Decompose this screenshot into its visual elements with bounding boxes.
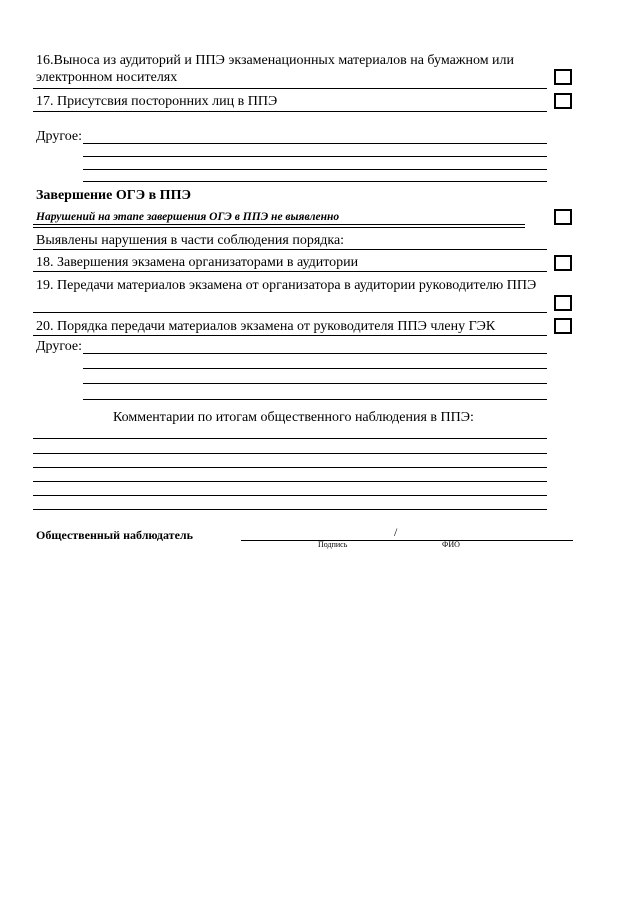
- found-violations-underline: [33, 249, 547, 250]
- item-16-checkbox[interactable]: [554, 69, 572, 85]
- item-20-text: 20. Порядка передачи материалов экзамена от руководителя ППЭ члену ГЭК: [36, 319, 496, 334]
- comments-line-1[interactable]: [33, 438, 547, 439]
- comments-line-6[interactable]: [33, 509, 547, 510]
- item-19-text: 19. Передачи материалов экзамена от организатора в аудитории руководителю ППЭ: [36, 278, 537, 293]
- item-16-text: 16.Выноса из аудиторий и ППЭ экзаменационных материалов на бумажном или электронном носителях: [36, 53, 515, 85]
- no-violations-underline-2: [33, 227, 525, 228]
- other-1-line-1[interactable]: [83, 143, 547, 144]
- comments-line-5[interactable]: [33, 495, 547, 496]
- item-17-underline: [33, 111, 547, 112]
- comments-line-4[interactable]: [33, 481, 547, 482]
- item-17-text: 17. Присутсвия посторонних лиц в ППЭ: [36, 94, 278, 109]
- item-19-checkbox[interactable]: [554, 295, 572, 311]
- item-19-underline: [33, 312, 547, 313]
- other-2-line-2[interactable]: [83, 368, 547, 369]
- item-20-checkbox[interactable]: [554, 318, 572, 334]
- item-18-underline: [33, 271, 547, 272]
- item-18-text: 18. Завершения экзамена организаторами в аудитории: [36, 255, 359, 270]
- section-title: Завершение ОГЭ в ППЭ: [36, 188, 191, 203]
- other-1-line-4[interactable]: [83, 181, 547, 182]
- signature-line[interactable]: [241, 540, 573, 541]
- no-violations-checkbox[interactable]: [554, 209, 572, 225]
- other-2-line-3[interactable]: [83, 383, 547, 384]
- signature-caption: Подпись: [318, 540, 348, 549]
- other-1-line-3[interactable]: [83, 169, 547, 170]
- no-violations-underline-1: [33, 224, 525, 225]
- item-17-checkbox[interactable]: [554, 93, 572, 109]
- other-2-line-1[interactable]: [83, 353, 547, 354]
- no-violations-text: Нарушений на этапе завершения ОГЭ в ППЭ не выявленно: [36, 211, 340, 223]
- fio-caption: ФИО: [442, 540, 460, 549]
- found-violations-text: Выявлены нарушения в части соблюдения порядка:: [36, 233, 345, 248]
- other-1-line-2[interactable]: [83, 156, 547, 157]
- other-2-label: Другое:: [36, 339, 83, 354]
- other-2-line-4[interactable]: [83, 399, 547, 400]
- other-1-label: Другое:: [36, 129, 83, 144]
- observer-label: Общественный наблюдатель: [36, 528, 193, 542]
- comments-line-3[interactable]: [33, 467, 547, 468]
- item-16-underline: [33, 88, 547, 89]
- item-20-underline: [33, 335, 547, 336]
- item-18-checkbox[interactable]: [554, 255, 572, 271]
- signature-slash: /: [394, 525, 398, 539]
- comments-title: Комментарии по итогам общественного наблюдения в ППЭ:: [113, 410, 474, 425]
- comments-line-2[interactable]: [33, 453, 547, 454]
